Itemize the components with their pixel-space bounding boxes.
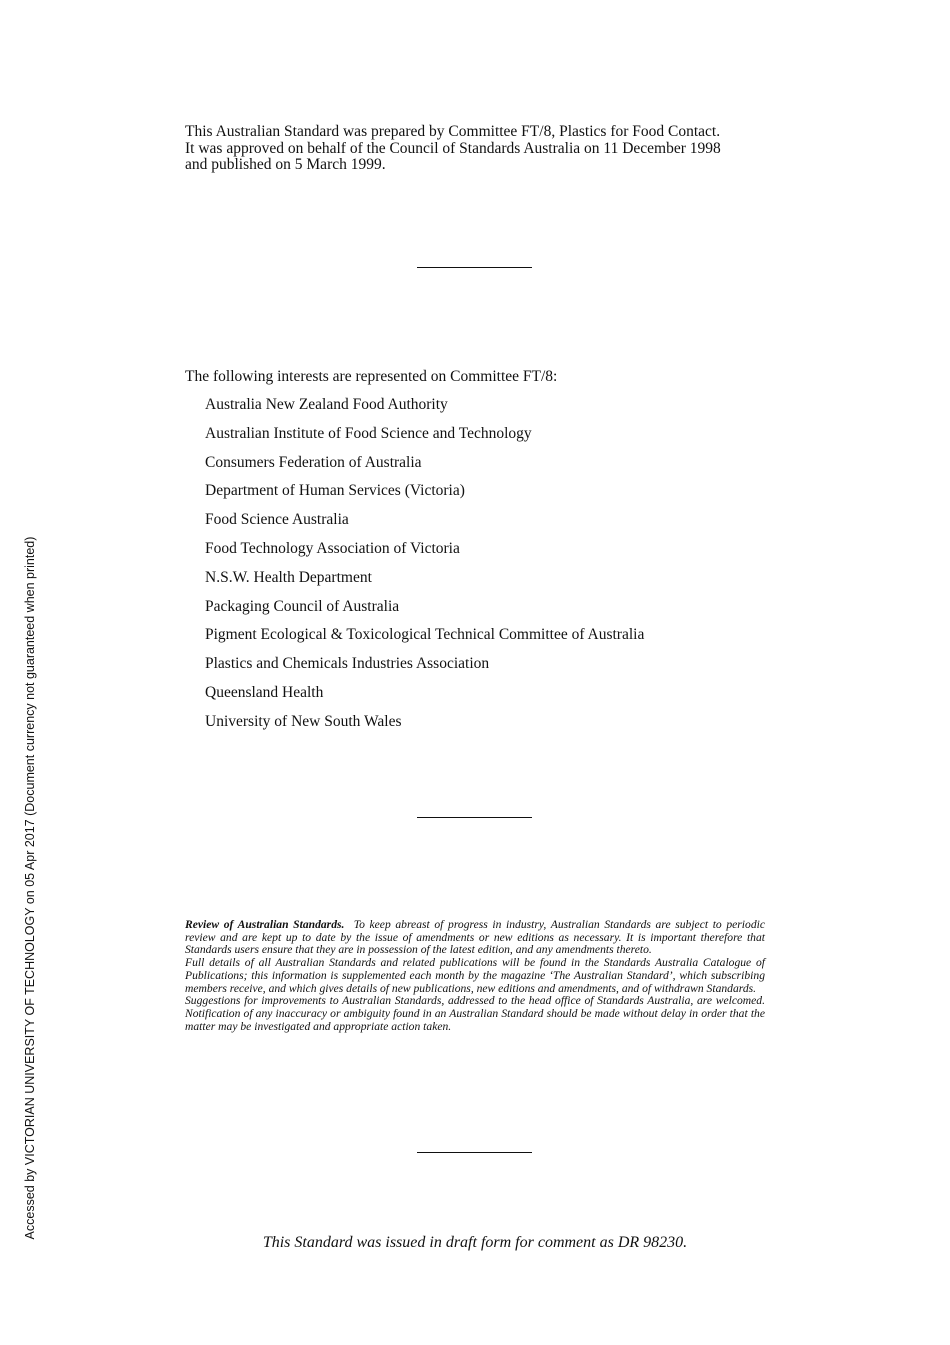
list-item: Queensland Health <box>205 683 324 701</box>
preparation-statement <box>185 124 775 174</box>
divider-rule-2 <box>417 817 532 818</box>
list-item: Plastics and Chemicals Industries Association <box>205 655 490 673</box>
list-item: N.S.W. Health Department <box>205 568 372 586</box>
access-stamp-text: Accessed by VICTORIAN UNIVERSITY OF TECHNOLOGY on 05 Apr 2017 (Document currency not guaranteed when printed) <box>23 536 37 1240</box>
divider-rule-1 <box>417 267 532 268</box>
preparation-line-2: It was approved on behalf of the Council of Standards Australia on 11 December 1998 <box>185 139 721 157</box>
list-item: Consumers Federation of Australia <box>205 453 422 471</box>
list-item: Australian Institute of Food Science and Technology <box>205 424 532 442</box>
list-item: Department of Human Services (Victoria) <box>205 482 465 500</box>
list-item: Australia New Zealand Food Authority <box>205 396 448 413</box>
list-item: Packaging Council of Australia <box>205 597 400 615</box>
preparation-line-3: and published on 5 March 1999. <box>185 156 386 173</box>
review-heading: Review of Australian Standards. <box>185 918 345 931</box>
list-item: Food Technology Association of Victoria <box>205 539 460 557</box>
interests-list <box>205 396 644 742</box>
list-item: University of New South Wales <box>205 712 402 730</box>
draft-note: This Standard was issued in draft form for comment as DR 98230. <box>262 1234 688 1251</box>
review-text-1: To keep abreast of progress in industry, Australian Standards are subject to periodic review and are kept up to date by the issue of amendments or new editions as necessary. It is important therefore that Standards users ensure that they are in possession of the latest edition, and any amendments thereto. <box>185 918 765 957</box>
list-item: Food Science Australia <box>205 511 349 529</box>
preparation-line-1: This Australian Standard was prepared by Committee FT/8, Plastics for Food Contact. <box>185 123 721 140</box>
review-paragraph-2: Full details of all Australian Standards and related publications will be found in the Standards Australia Catalogue of Publications; this information is supplemented each month by the magazine ‘The Australian Standard’, which subscribing members receive, and which gives details of new publications, new editions and amendments, and of withdrawn Standards. <box>185 956 765 995</box>
interests-title: The following interests are represented on Committee FT/8: <box>185 368 558 385</box>
review-notice <box>185 919 765 1033</box>
review-paragraph-1 <box>185 919 765 957</box>
list-item: Pigment Ecological & Toxicological Technical Committee of Australia <box>205 626 645 644</box>
review-paragraph-3: Suggestions for improvements to Australian Standards, addressed to the head office of Standards Australia, are welcomed. Notification of any inaccuracy or ambiguity found in an Australian Standard should be made without delay in order that the matter may be investigated and appropriate action taken. <box>185 994 765 1033</box>
divider-rule-3 <box>417 1152 532 1153</box>
